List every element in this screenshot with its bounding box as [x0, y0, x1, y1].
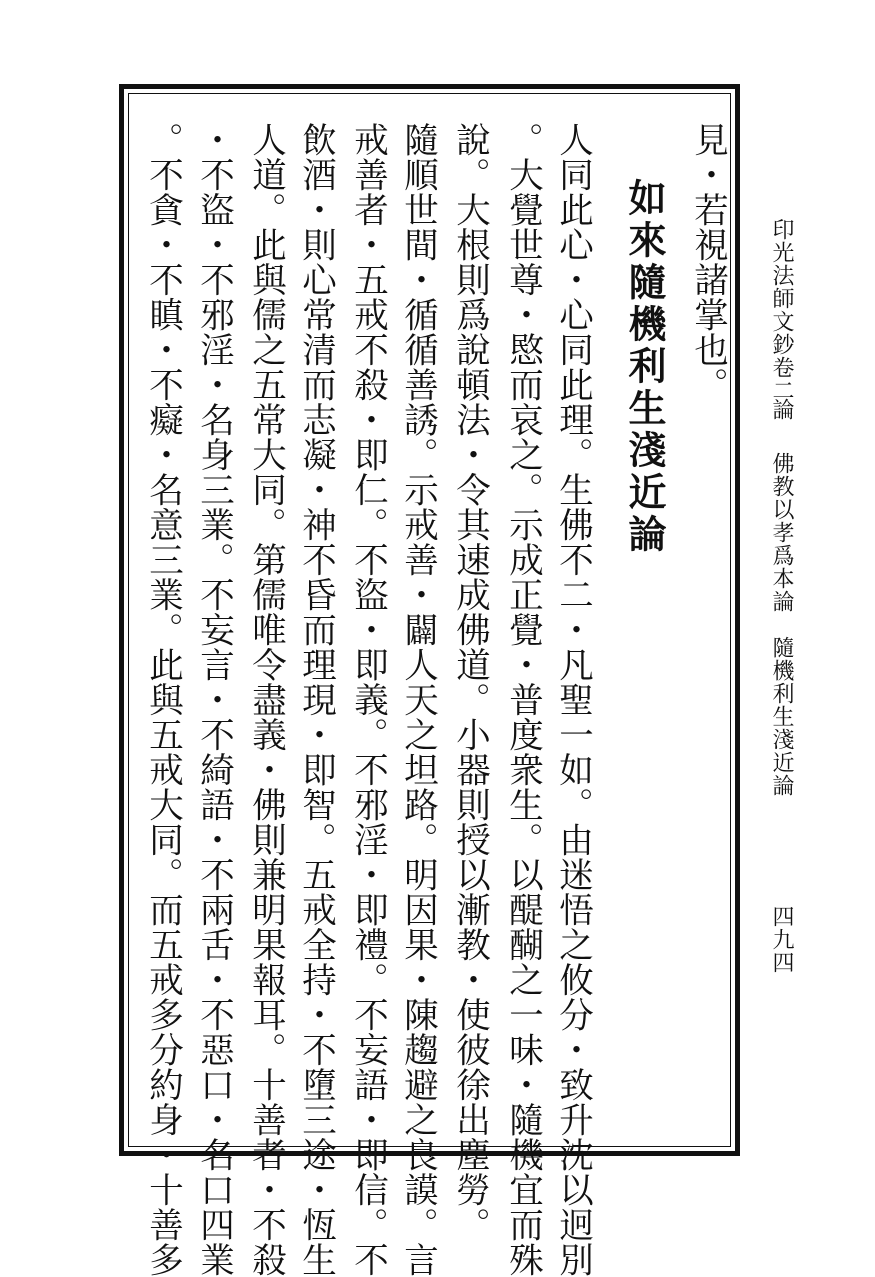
text-column-1: 人同此心・心同此理。生佛不二・凡聖一如。由迷悟之攸分・致升沈以迥別 [552, 122, 593, 1277]
running-header-essays: 佛教以孝爲本論 隨機利生淺近論 [769, 452, 794, 797]
page-number: 四九四 [769, 905, 794, 974]
running-header-book: 印光法師文鈔卷二 [769, 218, 794, 402]
running-header-section: 論 [769, 398, 794, 421]
text-column-6: 飲酒・則心常清而志凝・神不昏而理現・即智。五戒全持・不墮三途・恆生 [295, 122, 336, 1277]
text-column-8: ・不盜・不邪淫・名身三業。不妄言・不綺語・不兩舌・不惡口・名口四業 [193, 122, 234, 1277]
essay-title: 如來隨機利生淺近論 [622, 178, 667, 556]
text-column-5: 戒善者・五戒不殺・即仁。不盜・即義。不邪淫・即禮。不妄語・即信。不 [347, 122, 388, 1277]
continuation-line: 見・若視諸掌也。 [687, 122, 728, 402]
text-column-7: 人道。此與儒之五常大同。第儒唯令盡義・佛則兼明果報耳。十善者・不殺 [245, 122, 286, 1277]
text-column-4: 隨順世間・循循善誘。示戒善・闢人天之坦路。明因果・陳趨避之良謨。言 [397, 122, 438, 1277]
text-column-3: 說。大根則爲說頓法・令其速成佛道。小器則授以漸教・使彼徐出塵勞。 [449, 122, 490, 1242]
text-column-2: 。大覺世尊・愍而哀之。示成正覺・普度衆生。以醍醐之一味・隨機宜而殊 [502, 122, 543, 1277]
text-column-9: 。不貪・不瞋・不癡・名意三業。此與五戒大同。而五戒多分約身・十善多 [142, 122, 183, 1277]
